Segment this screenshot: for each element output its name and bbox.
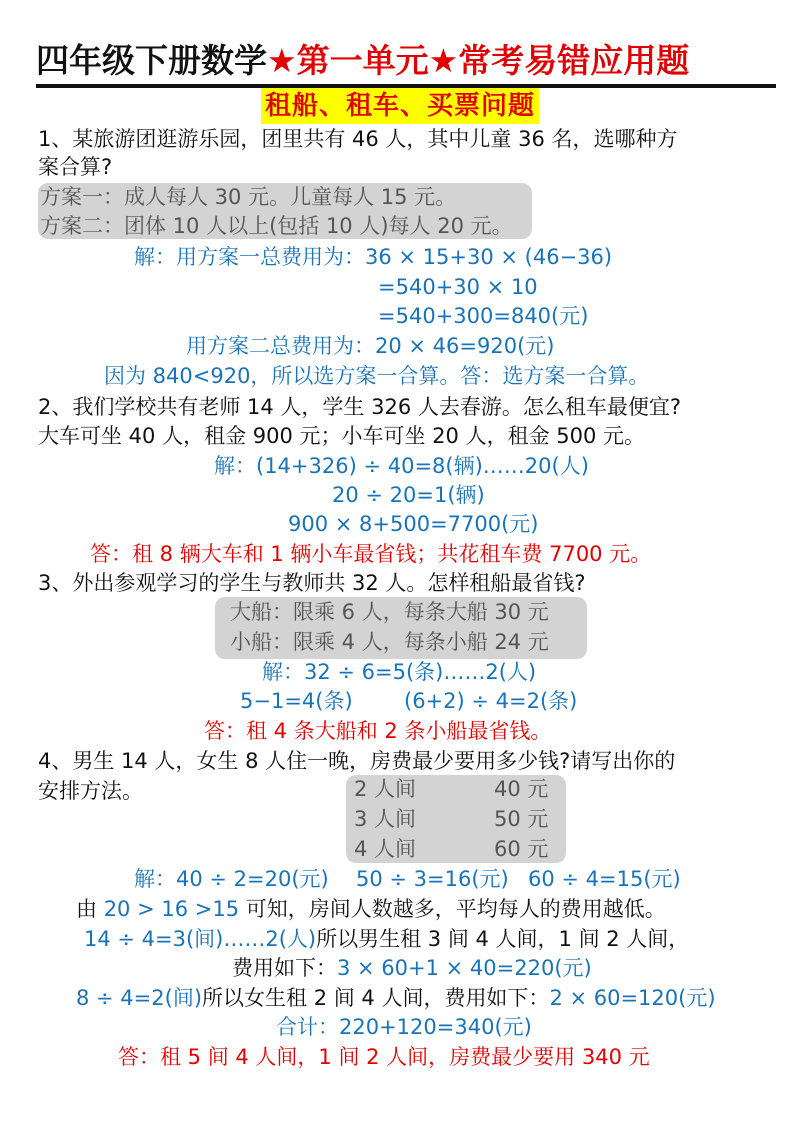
subtitle-row [0,88,800,124]
title-unit: 第一单元 [296,41,429,80]
q4-solution-line3 [84,924,689,954]
q2-text-line1: 2、我们学校共有老师 14 人，学生 326 人去春游。怎么租车最便宜? [38,395,682,419]
q3-text-line1: 3、外出参观学习的学生与教师共 32 人。怎样租船最省钱? [38,571,586,595]
q1-text-line2: 案合算? [38,155,113,179]
star-icon: ★ [267,41,297,80]
q4-room-type: 3 人间 [354,807,417,831]
q1-solution-line1: 解：用方案一总费用为：36 × 15+30 × (46−36) [134,245,613,269]
q4-solution-line2-prefix: 由 [76,897,104,921]
q4-solution-line2-numbers: 20 > 16 >15 [103,897,240,921]
q1-solution-line4: 用方案二总费用为：20 × 46=920(元) [186,334,555,358]
q1-text-line1: 1、某旅游团逛游乐园，团里共有 46 人，其中儿童 36 名，选哪种方 [38,127,678,151]
q4-solution-line1c: 60 ÷ 4=15(元) [528,867,681,891]
q4-room-type: 4 人间 [354,837,417,861]
q1-answer: 因为 840<920，所以选方案一合算。答：选方案一合算。 [104,364,650,388]
star-icon: ★ [428,41,459,80]
q4-room-price: 60 元 [494,837,549,861]
q2-solution-line1: 解：(14+326) ÷ 40=8(辆)……20(人) [214,454,589,478]
q4-answer: 答：租 5 间 4 人间，1 间 2 人间，房费最少要用 340 元 [118,1045,650,1069]
q3-solution-line2b: (6+2) ÷ 4=2(条) [404,689,578,713]
q1-solution-line2: =540+30 × 10 [378,275,538,299]
q4-text-line2: 安排方法。 [38,779,143,803]
q4-solution-line5 [76,983,716,1013]
q2-solution-line2: 20 ÷ 20=1(辆) [332,483,485,507]
q3-info-big-boat: 大船：限乘 6 人，每条大船 30 元 [230,600,549,624]
q4-room-price: 40 元 [494,777,549,801]
page-subtitle: 租船、租车、买票问题 [261,88,539,124]
q2-text-line2: 大车可坐 40 人，租金 900 元；小车可坐 20 人，租金 500 元。 [38,424,646,448]
q4-solution-line1a: 解：40 ÷ 2=20(元) [134,867,329,891]
title-grade: 四年级下册数学 [36,41,267,80]
q2-answer: 答：租 8 辆大车和 1 辆小车最省钱；共花租车费 7700 元。 [90,542,652,566]
q4-text-line1: 4、男生 14 人，女生 8 人住一晚，房费最少要用多少钱?请写出你的 [38,749,676,773]
q3-answer: 答：租 4 条大船和 2 条小船最省钱。 [204,719,552,743]
q4-solution-line5-text: 所以女生租 2 间 4 人间，费用如下： [202,986,550,1010]
q4-room-type: 2 人间 [354,777,417,801]
q4-solution-line4-text: 费用如下： [232,956,337,980]
q4-solution-total: 合计：220+120=340(元) [276,1015,532,1039]
q4-solution-line2-suffix: 可知，房间人数越多，平均每人的费用越低。 [239,897,666,921]
page-title [36,40,776,88]
q4-solution-line1b: 50 ÷ 3=16(元) [356,867,509,891]
q4-solution-line5-calc: 8 ÷ 4=2(间) [76,986,203,1010]
q1-plan2: 方案二：团体 10 人以上(包括 10 人)每人 20 元。 [40,214,513,238]
q4-room-price: 50 元 [494,807,549,831]
title-topic: 常考易错应用题 [458,41,690,80]
q3-solution-line2a: 5−1=4(条) [240,689,353,713]
q4-solution-line3-text: 所以男生租 3 间 4 人间，1 间 2 人间， [316,927,690,951]
q4-solution-line3-calc: 14 ÷ 4=3(间)……2(人) [84,927,317,951]
q4-solution-line5-cost: 2 × 60=120(元) [549,986,716,1010]
q3-info-small-boat: 小船：限乘 4 人，每条小船 24 元 [230,630,549,654]
q4-solution-line2 [76,894,666,924]
q1-plan1: 方案一：成人每人 30 元。儿童每人 15 元。 [40,185,457,209]
q4-solution-line4 [232,953,592,983]
q4-solution-line4-calc: 3 × 60+1 × 40=220(元) [337,956,592,980]
q3-solution-line1: 解：32 ÷ 6=5(条)……2(人) [262,660,537,684]
q1-solution-line3: =540+300=840(元) [378,304,589,328]
q2-solution-line3: 900 × 8+500=7700(元) [288,512,539,536]
